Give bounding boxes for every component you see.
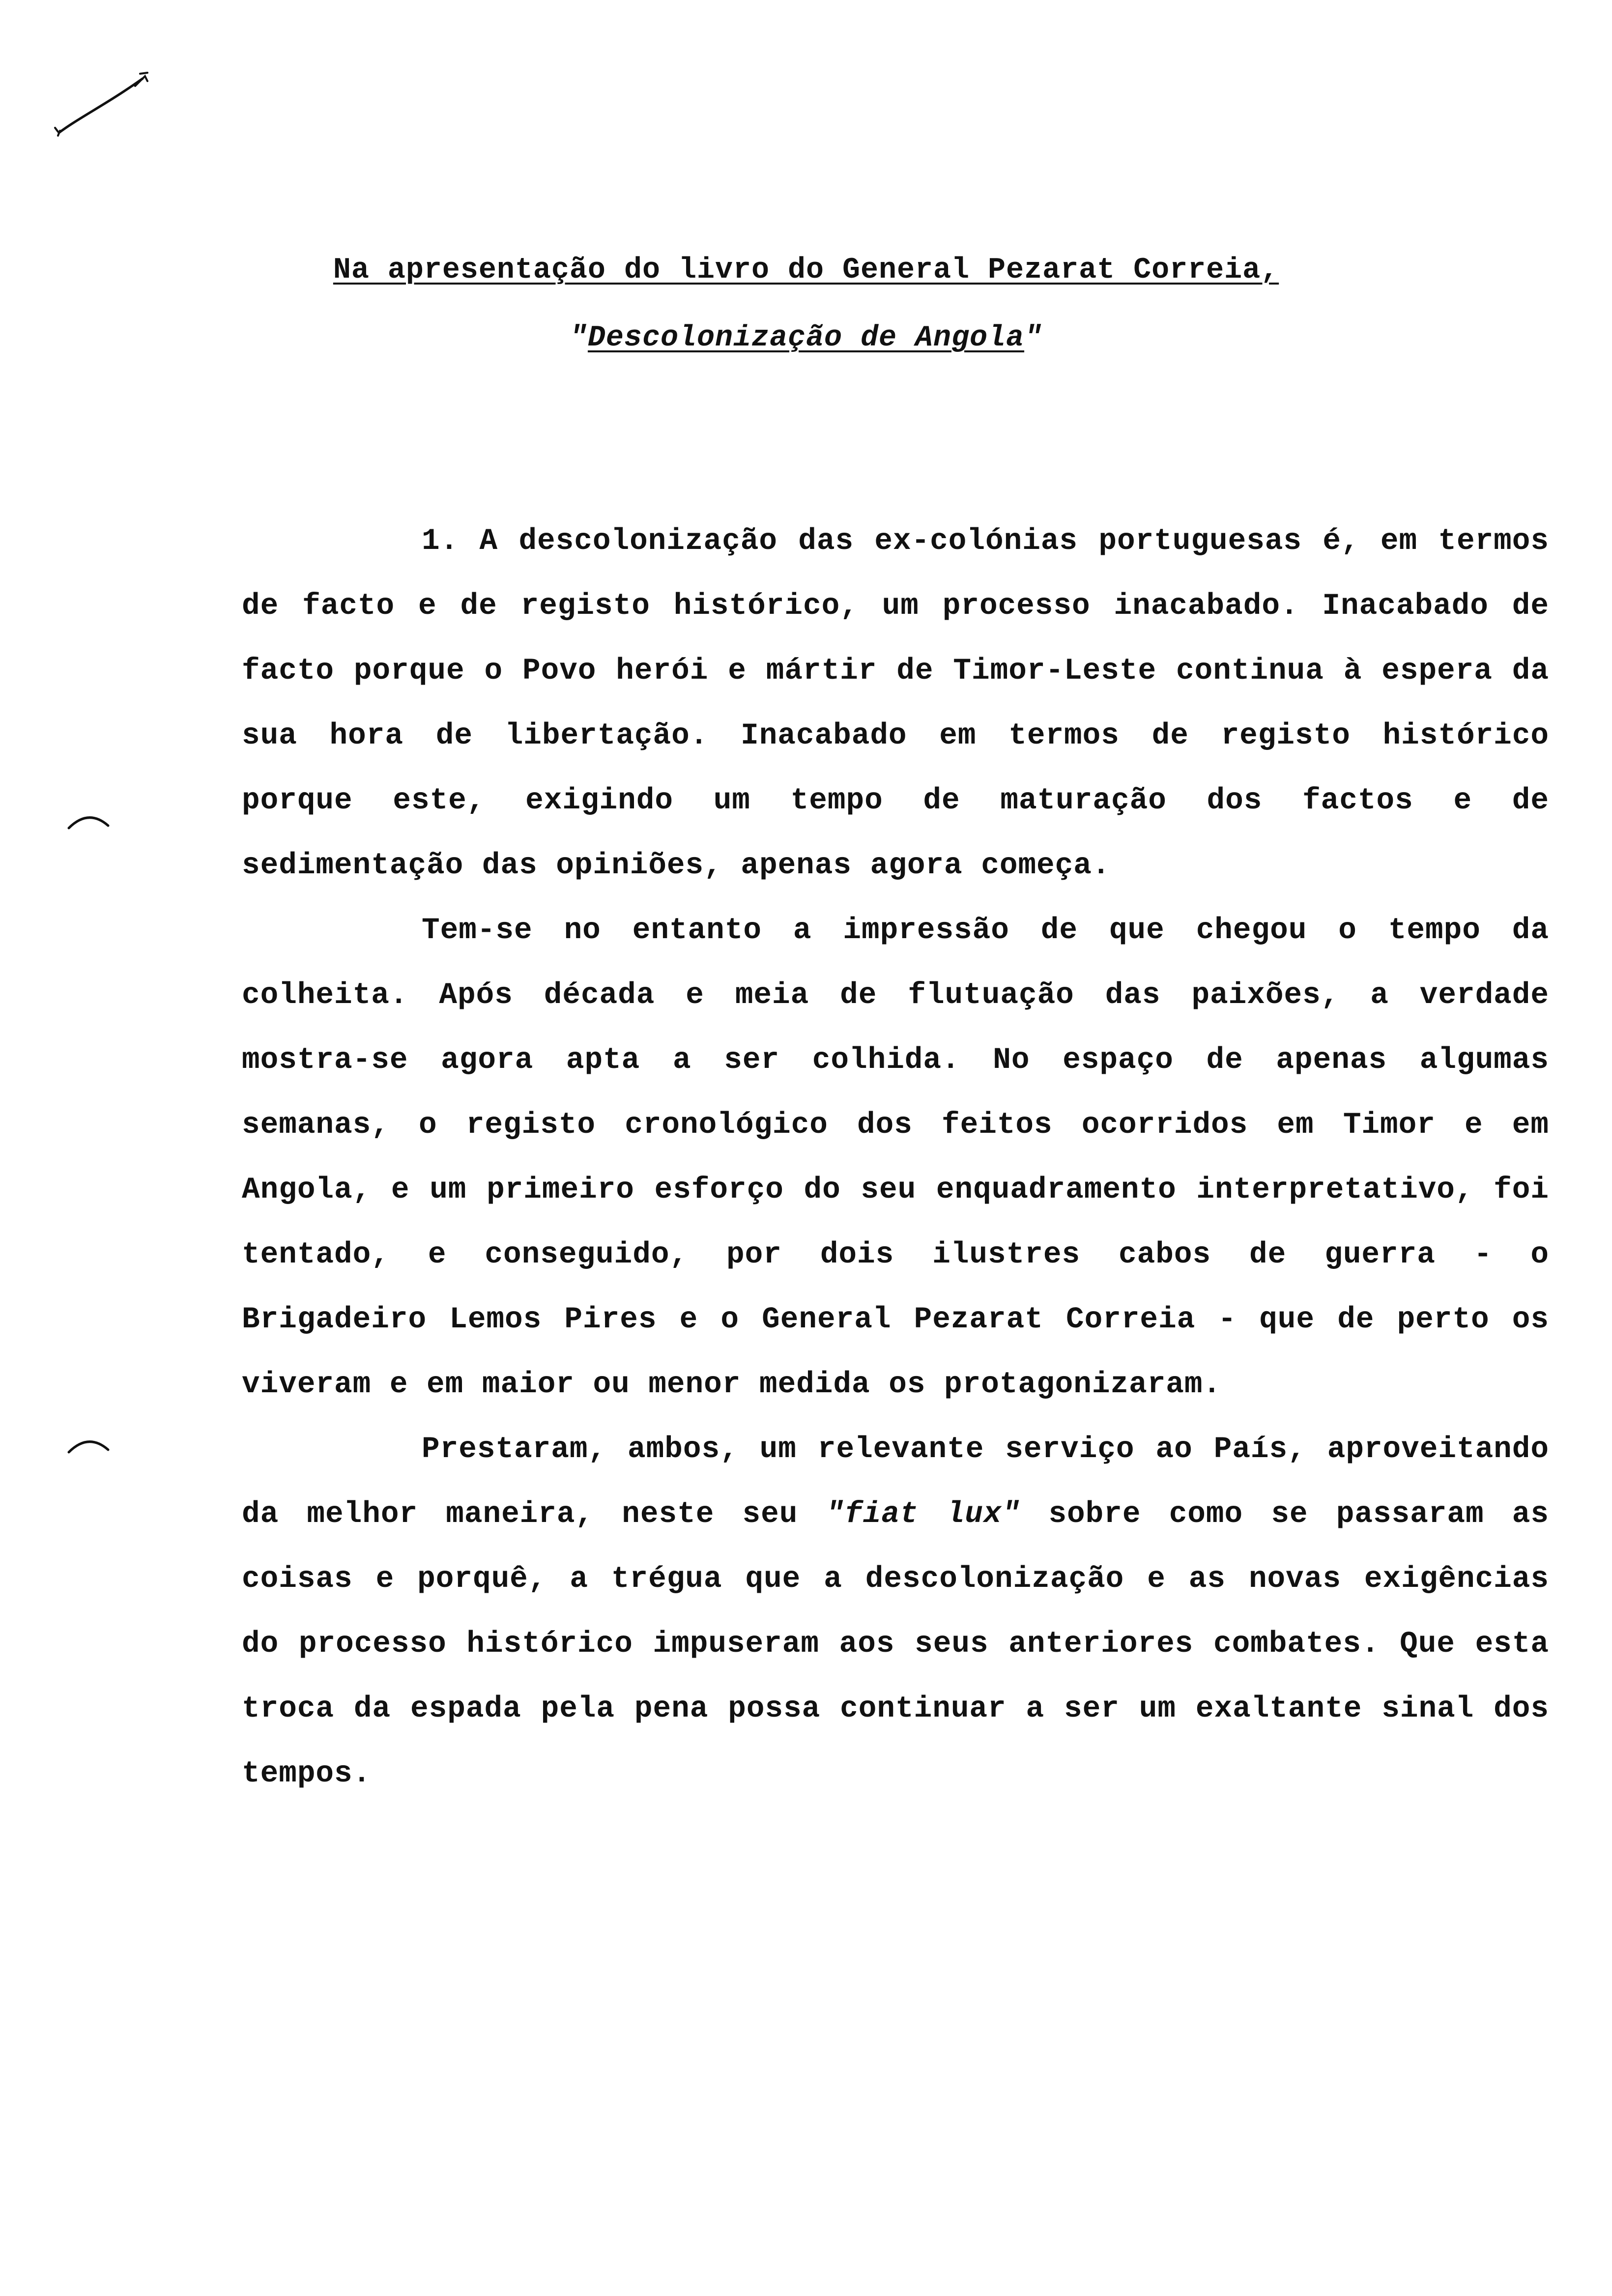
- paragraph-3-part-1: Prestaram, ambos, um relevante serviço ao País, aproveitando da melhor maneira, neste seu: [242, 1433, 1549, 1531]
- handwritten-scribble-icon: [49, 59, 157, 138]
- punch-hole-arc-icon: [66, 1435, 111, 1455]
- paragraph-2: Tem-se no entanto a impressão de que chegou o tempo da colheita. Após década e meia de flutuação das paixões, a verdade mostra-se agora apta a ser colhida. No espaço de apenas algumas semanas, o registo cronológico dos feitos ocorridos em Timor e em Angola, e um primeiro esforço do seu enquadramento interpretativo, foi tentado, e conseguido, por dois ilustres cabos de guerra - o Brigadeiro Lemos Pires e o General Pezarat Correia - que de perto os viveram e em maior ou menor medida os protagonizaram.: [242, 914, 1549, 1402]
- paragraph-3-part-2: sobre como se passaram as coisas e porquê, a trégua que a descolonização e as novas exigências do processo histórico impuseram aos seus anteriores combates. Que esta troca da espada pela pena possa continuar a ser um exaltante sinal dos tempos.: [242, 1497, 1550, 1791]
- document-title-line-2: [0, 318, 1612, 358]
- punch-hole-arc-icon: [66, 811, 111, 831]
- title-text: Na apresentação do livro do General Pezarat Correia,: [333, 254, 1279, 287]
- book-title: Descolonização de Angola: [587, 321, 1025, 355]
- title-close-quote: ": [1024, 321, 1043, 355]
- document-body: [242, 509, 1549, 1807]
- paragraph-3: [242, 1417, 1549, 1807]
- fiat-lux-quote: "fiat lux": [826, 1497, 1021, 1531]
- title-open-quote: ": [569, 321, 588, 355]
- paragraph-1: 1. A descolonização das ex-colónias portuguesas é, em termos de facto e de registo histórico, um processo inacabado. Inacabado de facto porque o Povo herói e mártir de Timor-Leste continua à espera da sua hora de libertação. Inacabado em termos de registo histórico porque este, exigindo um tempo de maturação dos factos e de sedimentação das opiniões, apenas agora começa.: [242, 524, 1549, 883]
- document-title-line-1: [0, 251, 1612, 290]
